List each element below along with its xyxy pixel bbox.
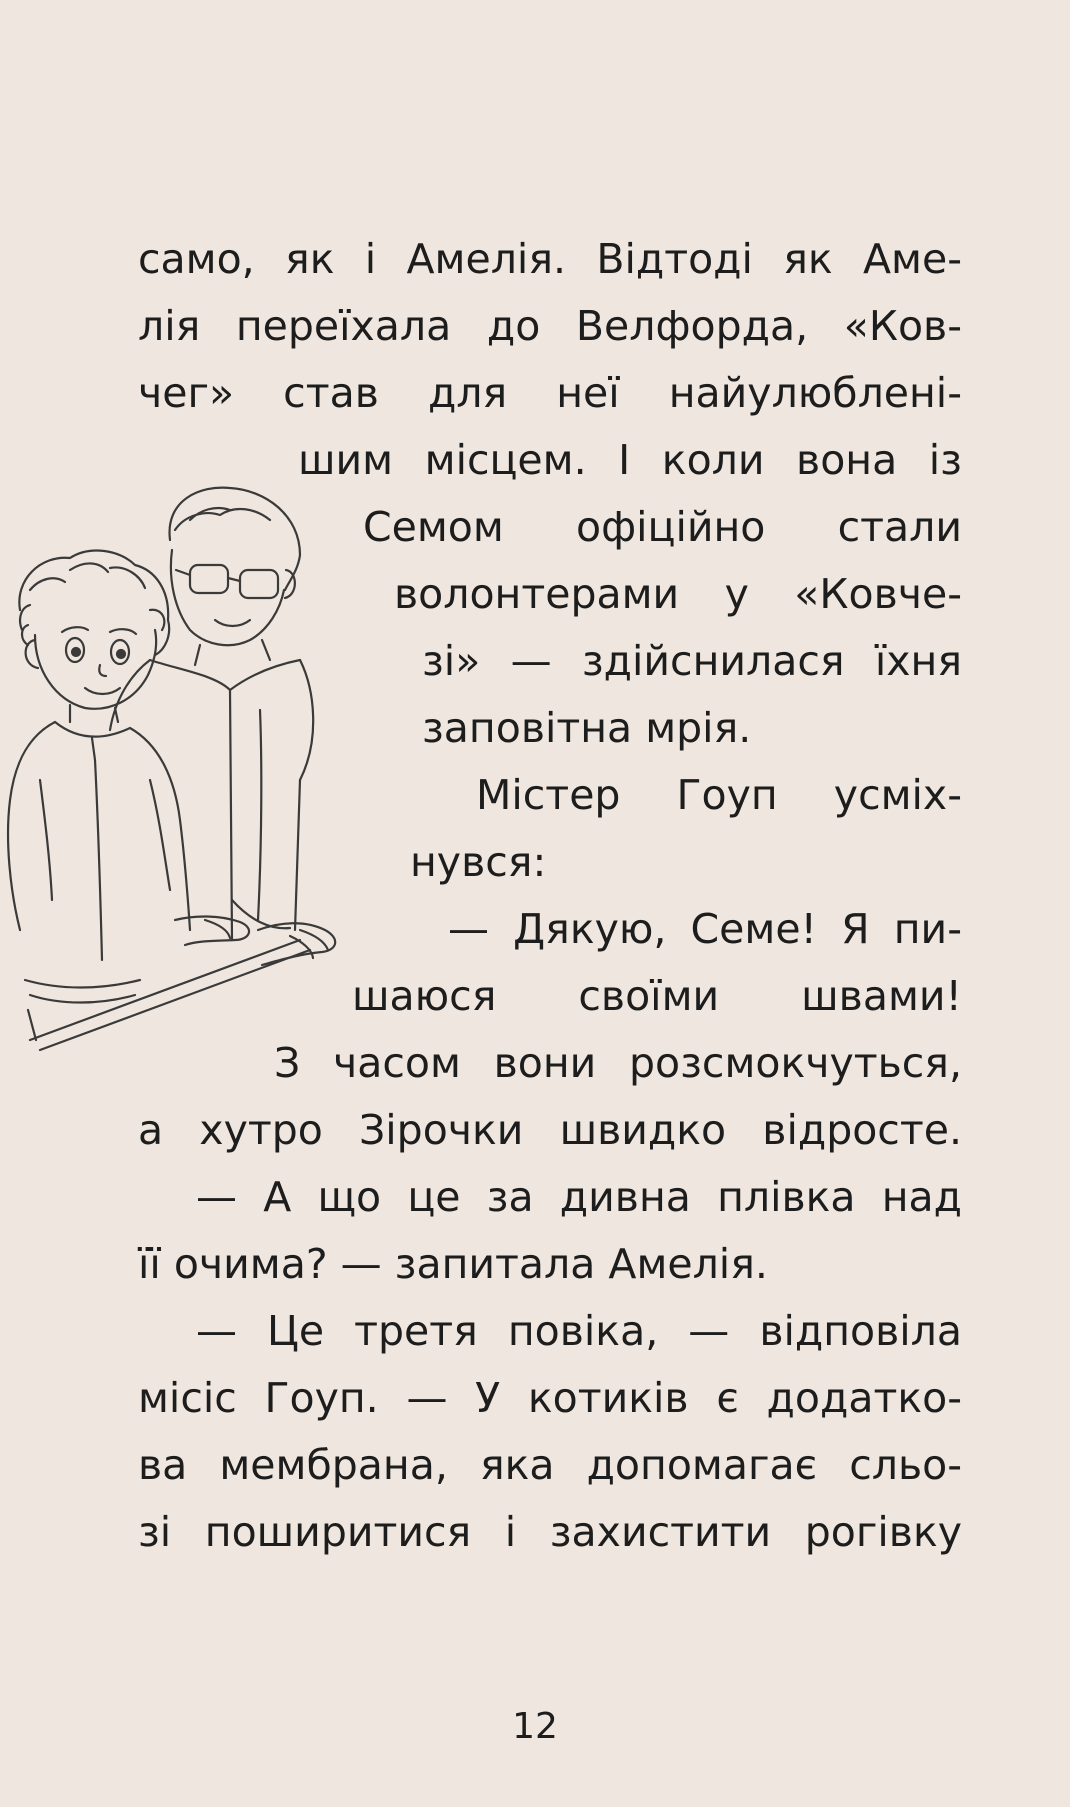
text-line: Семом офіційно стали	[363, 503, 962, 551]
text-line: місіс Гоуп. — У котиків є додатко-	[138, 1374, 962, 1422]
text-line: З часом вони розсмокчуться,	[274, 1039, 962, 1087]
text-line: шаюся своїми швами!	[352, 972, 962, 1020]
text-line: ва мембрана, яка допомагає сльо-	[138, 1441, 962, 1489]
text-line: лія переїхала до Велфорда, «Ков-	[138, 302, 962, 350]
text-line: нувся:	[410, 838, 547, 886]
text-line: Містер Гоуп усміх-	[476, 771, 962, 819]
text-line: шим місцем. І коли вона із	[298, 436, 962, 484]
text-line: — А що це за дивна плівка над	[196, 1173, 962, 1221]
text-line: чег» став для неї найулюблені-	[138, 369, 962, 417]
text-line: заповітна мрія.	[422, 704, 752, 752]
text-line: зі» — здійснилася їхня	[422, 637, 962, 685]
text-line: а хутро Зірочки швидко відросте.	[138, 1106, 962, 1154]
text-line: зі поширитися і захистити рогівку	[138, 1508, 962, 1556]
text-line: — Дякую, Семе! Я пи-	[448, 905, 962, 953]
text-line: само, як і Амелія. Відтоді як Аме-	[138, 235, 962, 283]
text-line: волонтерами у «Ковче-	[394, 570, 962, 618]
text-line: її очима? — запитала Амелія.	[138, 1240, 768, 1288]
page-number: 12	[512, 1706, 558, 1747]
illustration-man-and-boy	[0, 460, 360, 1100]
text-line: — Це третя повіка, — відповіла	[196, 1307, 962, 1355]
